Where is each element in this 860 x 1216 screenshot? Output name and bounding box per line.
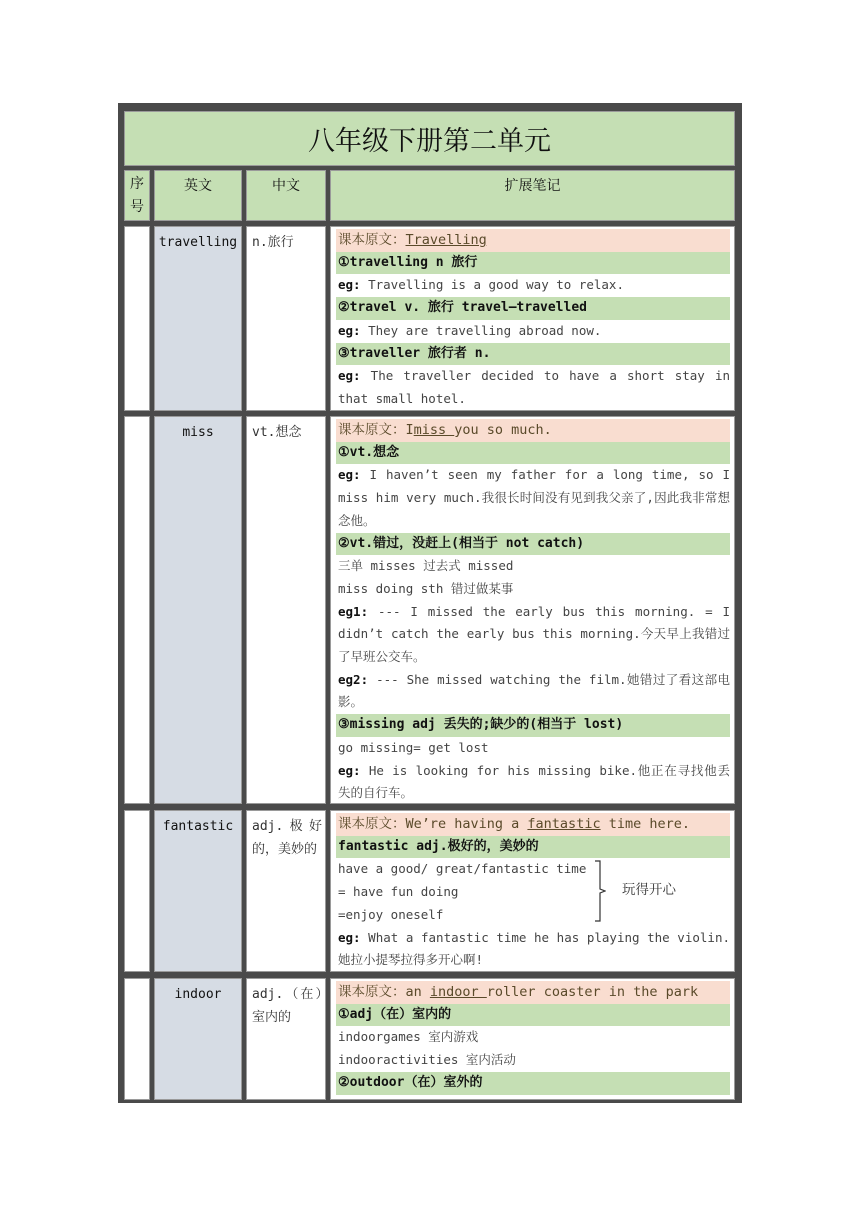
chinese-meaning: vt.想念 <box>246 416 326 804</box>
note-heading: ③traveller 旅行者 n. <box>336 343 730 366</box>
chinese-meaning: n.旅行 <box>246 226 326 411</box>
source-sentence: 课本原文：We’re having a fantastic time here. <box>336 813 730 836</box>
note-heading: ②outdoor（在）室外的 <box>336 1072 730 1095</box>
note-heading: ②vt.错过，没赶上(相当于 not catch) <box>336 533 730 556</box>
chinese-meaning: adj.（在）室内的 <box>246 978 326 1100</box>
chinese-meaning: adj.极好的，美妙的 <box>246 810 326 972</box>
note-heading: ③missing adj 丢失的;缺少的(相当于 lost) <box>336 714 730 737</box>
note-line: indoorgames 室内游戏 <box>338 1029 479 1045</box>
notes-cell <box>330 416 735 804</box>
header-notes: 扩展笔记 <box>330 170 735 221</box>
note-line: go missing= get lost <box>338 739 489 755</box>
note-heading: ②travel v. 旅行 travel—travelled <box>336 297 730 320</box>
note-heading: ①adj（在）室内的 <box>336 1004 730 1027</box>
example-sentence: eg: They are travelling abroad now. <box>338 322 602 338</box>
example-sentence: eg: I haven’t seen my father for a long time, so I miss him very much.我很长时间没有见到我父亲了,因此我非常想念他。 <box>338 467 730 528</box>
english-word: fantastic <box>154 810 242 972</box>
note-line: miss doing sth 错过做某事 <box>338 580 514 596</box>
source-sentence: 课本原文：an indoor roller coaster in the park <box>336 981 730 1004</box>
vocabulary-table <box>118 103 742 1103</box>
notes-cell <box>330 226 735 411</box>
header-chinese: 中文 <box>246 170 326 221</box>
row-number-cell <box>124 226 150 411</box>
right-brace-icon <box>594 860 606 922</box>
header-number <box>124 170 150 221</box>
note-line: indooractivities 室内活动 <box>338 1052 516 1068</box>
example-sentence: eg: What a fantastic time he has playing the violin.她拉小提琴拉得多开心啊! <box>338 929 730 968</box>
header-number-line2: 号 <box>130 199 144 215</box>
phrase-line: =enjoy oneself <box>338 906 444 922</box>
example-sentence: eg2: --- She missed watching the film.她错过了看这部电影。 <box>338 671 730 710</box>
row-number-cell <box>124 978 150 1100</box>
example-sentence: eg: The traveller decided to have a short stay in that small hotel. <box>338 368 730 406</box>
english-word: travelling <box>154 226 242 411</box>
english-word: indoor <box>154 978 242 1100</box>
example-sentence: eg1: --- I missed the early bus this morning. = I didn’t catch the early bus this morning.今天早上我错过了早班公交车。 <box>338 603 730 665</box>
phrase-meaning: 玩得开心 <box>622 882 676 899</box>
source-sentence: 课本原文：Imiss you so much. <box>336 419 730 442</box>
note-heading: ①vt.想念 <box>336 442 730 465</box>
table-title: 八年级下册第二单元 <box>124 111 735 166</box>
phrase-line: have a good/ great/fantastic time <box>338 861 587 877</box>
english-word: miss <box>154 416 242 804</box>
note-heading: fantastic adj.极好的，美妙的 <box>336 836 730 859</box>
notes-cell <box>330 978 735 1100</box>
header-number-line1: 序 <box>130 176 144 192</box>
notes-cell <box>330 810 735 972</box>
note-heading: ①travelling n 旅行 <box>336 252 730 275</box>
note-line: 三单 misses 过去式 missed <box>338 558 514 574</box>
phrase-group <box>336 858 730 926</box>
phrase-line: = have fun doing <box>338 884 459 900</box>
source-sentence: 课本原文：Travelling <box>336 229 730 252</box>
row-number-cell <box>124 416 150 804</box>
row-number-cell <box>124 810 150 972</box>
header-english: 英文 <box>154 170 242 221</box>
example-sentence: eg: He is looking for his missing bike.他正在寻找他丢失的自行车。 <box>338 762 730 801</box>
example-sentence: eg: Travelling is a good way to relax. <box>338 277 624 293</box>
